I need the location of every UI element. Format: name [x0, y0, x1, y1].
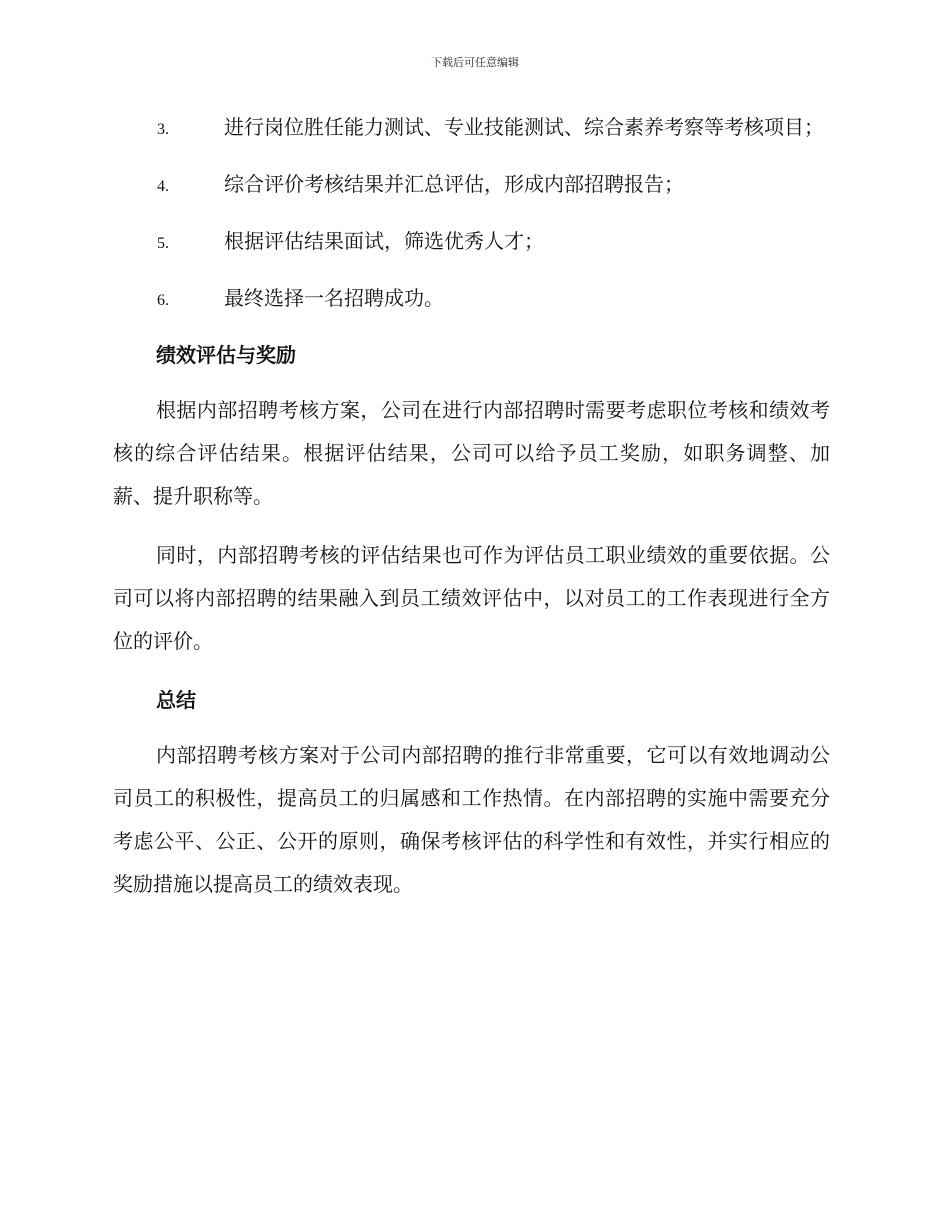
page-header: 下载后可任意编辑	[431, 56, 519, 69]
document-body	[113, 106, 830, 906]
list-item-text: 进行岗位胜任能力测试、专业技能测试、综合素养考察等考核项目；	[224, 115, 824, 139]
list-item	[113, 163, 830, 208]
list-item-text: 根据评估结果面试，筛选优秀人才；	[224, 229, 544, 253]
list-item	[113, 220, 830, 265]
list-item-text: 综合评价考核结果并汇总评估，形成内部招聘报告；	[224, 172, 684, 196]
list-item-number: 4.	[157, 178, 169, 195]
list-item-number: 3.	[157, 121, 169, 138]
section-heading-performance: 绩效评估与奖励	[156, 343, 296, 367]
list-item-number: 5.	[157, 235, 169, 252]
paragraph: 同时，内部招聘考核的评估结果也可作为评估员工职业绩效的重要依据。公司可以将内部招聘的结果融入到员工绩效评估中，以对员工的工作表现进行全方位的评价。	[113, 543, 830, 653]
list-item	[113, 277, 830, 322]
paragraph: 内部招聘考核方案对于公司内部招聘的推行非常重要，它可以有效地调动公司员工的积极性，提高员工的归属感和工作热情。在内部招聘的实施中需要充分考虑公平、公正、公开的原则，确保考核评估的科学性和有效性，并实行相应的奖励措施以提高员工的绩效表现。	[113, 743, 830, 896]
list-item	[113, 106, 830, 151]
list-item-text: 最终选择一名招聘成功。	[224, 286, 444, 310]
paragraph: 根据内部招聘考核方案，公司在进行内部招聘时需要考虑职位考核和绩效考核的综合评估结果。根据评估结果，公司可以给予员工奖励，如职务调整、加薪、提升职称等。	[113, 398, 830, 508]
section-heading-summary: 总结	[156, 688, 196, 712]
list-item-number: 6.	[157, 292, 169, 309]
